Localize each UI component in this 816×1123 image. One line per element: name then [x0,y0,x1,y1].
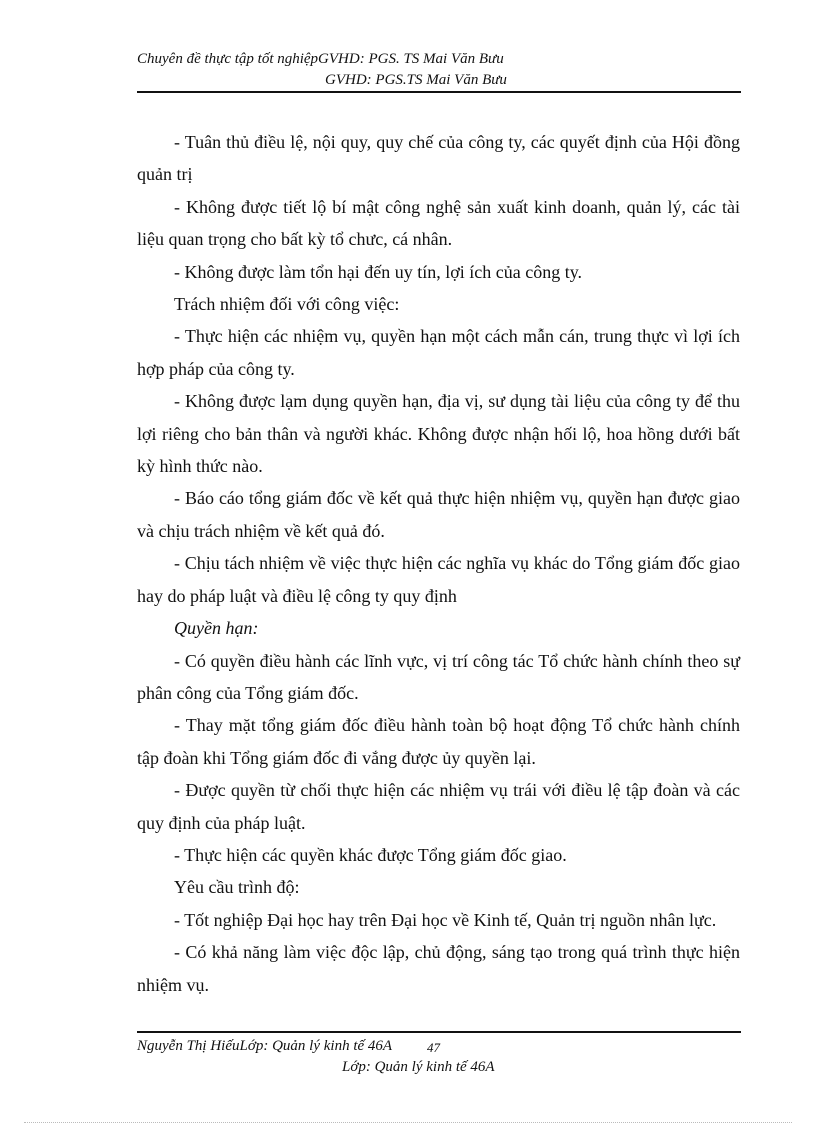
paragraph: - Tuân thủ điều lệ, nội quy, quy chế của công ty, các quyết định của Hội đồng quản trị [137,132,740,185]
page-number: 47 [427,1040,440,1055]
header-supervisor: GVHD: PGS.TS Mai Văn Bưu [325,72,507,88]
paragraph: - Không được tiết lộ bí mật công nghệ sản xuất kinh doanh, quản lý, các tài liệu quan trọng cho bất kỳ tổ chưc, cá nhân. [137,196,740,250]
paragraph: - Tốt nghiệp Đại học hay trên Đại học về Kinh tế, Quản trị nguồn nhân lực. [174,909,717,930]
paragraph: - Có khả năng làm việc độc lập, chủ động, sáng tạo trong quá trình thực hiện nhiệm vụ. [137,942,740,995]
header-rule [137,91,741,93]
paragraph: - Báo cáo tổng giám đốc về kết quả thực hiện nhiệm vụ, quyền hạn được giao và chịu trách nhiệm về kết quả đó. [137,488,740,541]
paragraph: - Thực hiện các quyền khác được Tổng giám đốc giao. [174,844,567,865]
paragraph: - Có quyền điều hành các lĩnh vực, vị trí công tác Tổ chức hành chính theo sự phân công của Tổng giám đốc. [137,650,740,703]
paragraph: - Chịu tách nhiệm về việc thực hiện các nghĩa vụ khác do Tổng giám đốc giao hay do pháp luật và điều lệ công ty quy định [137,553,740,606]
section-heading: Quyền hạn: [174,618,259,639]
footer-author: Nguyễn Thị HiếuLớp: Quản lý kinh tế 46A [137,1038,393,1054]
section-heading: Trách nhiệm đối với công việc: [174,294,400,315]
footer-class: Lớp: Quản lý kinh tế 46A [342,1059,495,1075]
paragraph: - Thực hiện các nhiệm vụ, quyền hạn một cách mẫn cán, trung thực vì lợi ích hợp pháp của công ty. [137,326,740,379]
body-text [137,126,740,1001]
footer-rule [137,1031,741,1033]
header-title: Chuyên đề thực tập tốt nghiệpGVHD: PGS. TS Mai Văn Bưu [137,51,504,67]
paragraph: - Không được lạm dụng quyền hạn, địa vị, sư dụng tài liệu của công ty để thu lợi riêng cho bản thân và người khác. Không được nhận hối lộ, hoa hồng dưới bất kỳ hình thức nào. [137,391,740,477]
paragraph: - Không được làm tổn hại đến uy tín, lợi ích của công ty. [174,261,583,282]
paragraph: - Thay mặt tổng giám đốc điều hành toàn bộ hoạt động Tổ chức hành chính tập đoàn khi Tổng giám đốc đi vắng được ủy quyền lại. [137,715,740,768]
section-heading: Yêu cầu trình độ: [174,877,300,898]
paragraph: - Được quyền từ chối thực hiện các nhiệm vụ trái với điều lệ tập đoàn và các quy định của pháp luật. [137,780,740,833]
